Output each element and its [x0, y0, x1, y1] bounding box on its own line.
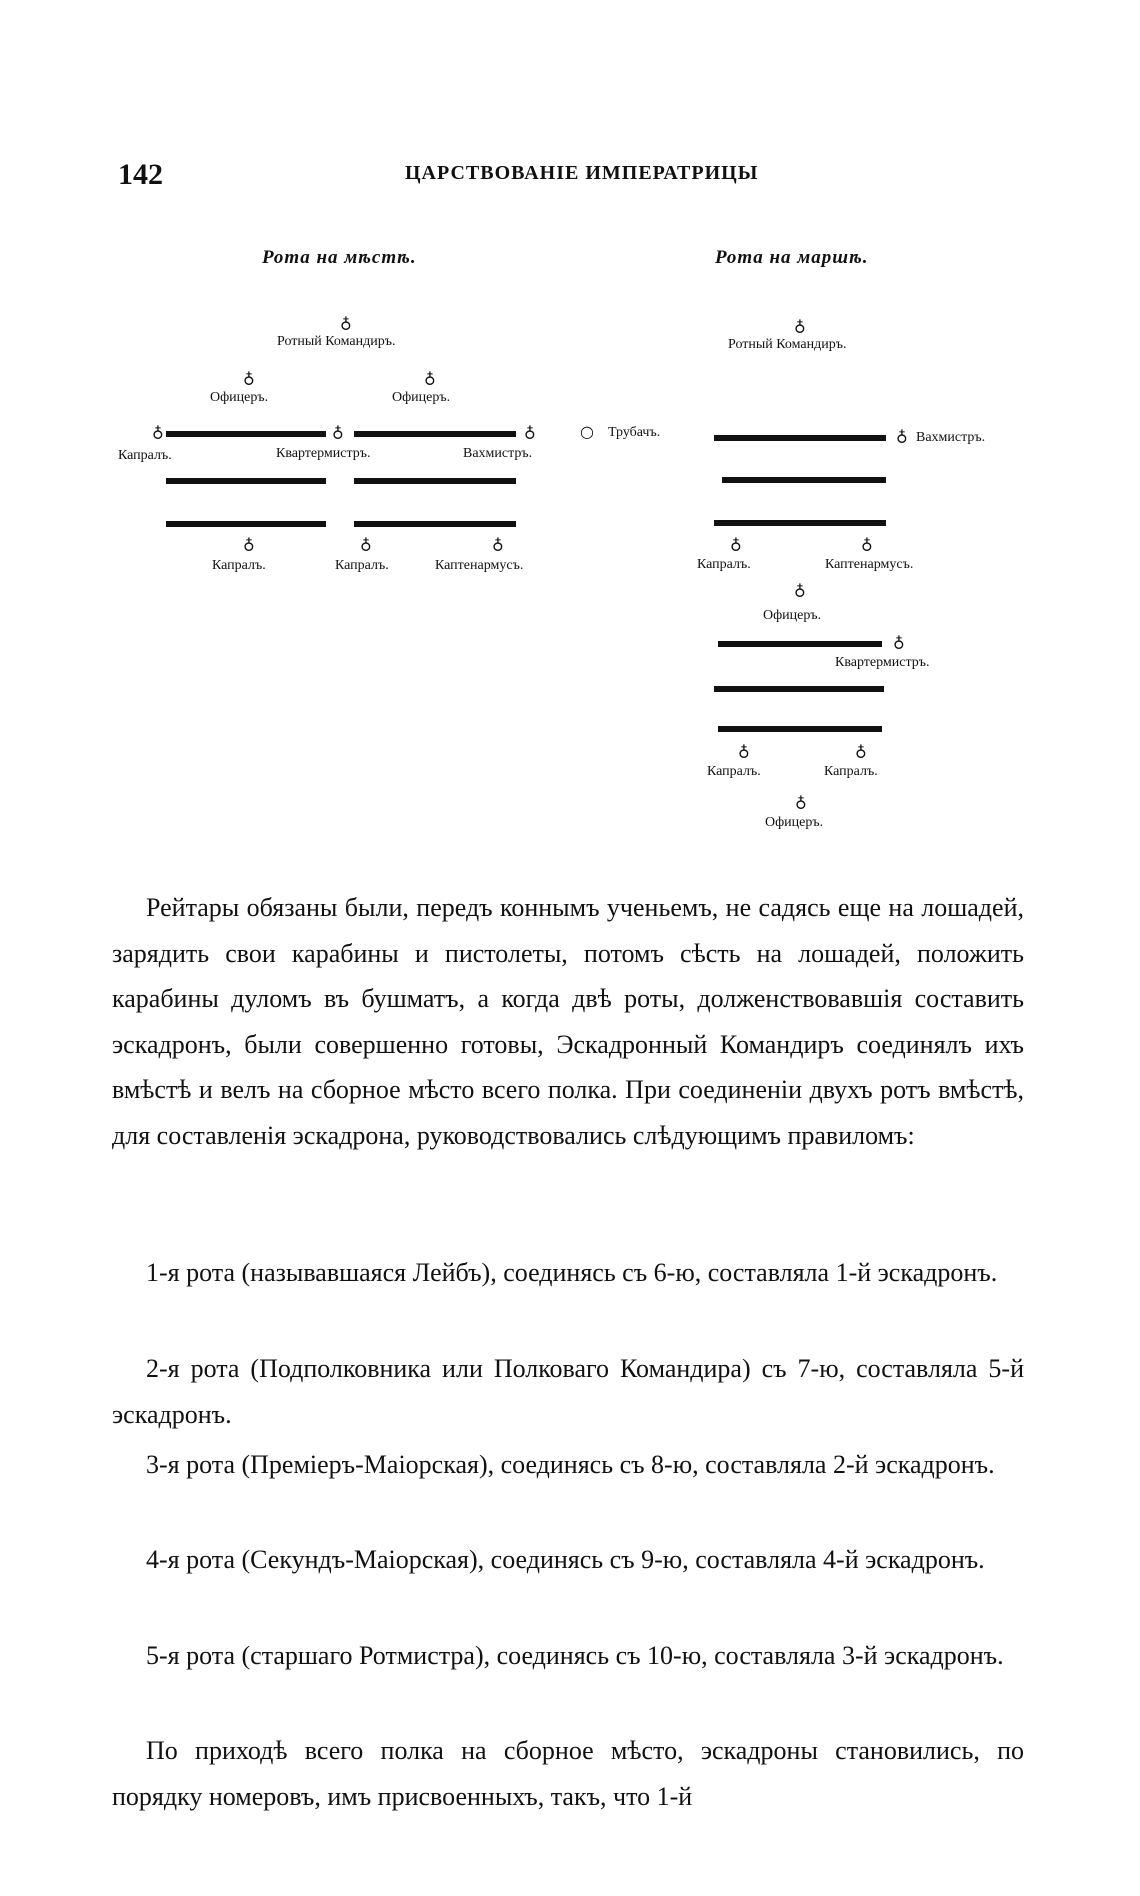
right-quartermaster-label: Квартермистръ.	[835, 655, 930, 670]
right-commander-label: Ротный Командиръ.	[728, 337, 847, 352]
officer-symbol-icon: ♁	[795, 792, 807, 811]
rule-item-4: 4-я рота (Секундъ-Маiорская), соединясь съ 9-ю, составляла 4-й эскадронъ.	[146, 1545, 985, 1574]
officer-symbol-icon: ♁	[424, 368, 436, 387]
rank-line	[166, 521, 326, 527]
rule-item-2: 2-я рота (Подполковника или Полковаго Командира) съ 7-ю, составляла 5-й эскадронъ.	[112, 1354, 1024, 1429]
rank-line	[714, 435, 886, 441]
rule-item-1: 1-я рота (называвшаяся Лейбъ), соединясь съ 6-ю, составляла 1-й эскадронъ.	[146, 1258, 998, 1287]
rank-line	[714, 686, 884, 692]
right-corporal-label-1: Капралъ.	[697, 557, 751, 572]
quartermaster-symbol-icon: ♁	[893, 632, 905, 651]
left-corporal-bottom-label-1: Капралъ.	[212, 558, 266, 573]
left-commander-label: Ротный Командиръ.	[277, 334, 396, 349]
right-captenarmus-label: Каптенармусъ.	[825, 557, 914, 572]
right-corporal-label-2: Капралъ.	[707, 764, 761, 779]
captenarmus-symbol-icon: ♁	[861, 534, 873, 553]
body-paragraph-1: Рейтары обязаны были, передъ коннымъ ученьемъ, не садясь еще на лошадей, зарядить свои карабины и пистолеты, потомъ сѣсть на лошадей, положить карабины дуломъ въ бушматъ, а когда двѣ роты, долженствовавшiя составить эскадронъ, были совершенно готовы, Эскадронный Командиръ соединялъ ихъ вмѣстѣ и велъ на сборное мѣсто всего полка. При соединенiи двухъ ротъ вмѣстѣ, для составленiя эскадрона, руководствовались слѣдующимъ правиломъ:	[112, 893, 1024, 1150]
left-wachtmeister-label: Вахмистръ.	[463, 446, 533, 461]
right-corporal-label-3: Капралъ.	[824, 764, 878, 779]
corporal-symbol-icon: ♁	[243, 534, 255, 553]
corporal-symbol-icon: ♁	[738, 741, 750, 760]
left-quartermaster-label: Квартермистръ.	[276, 446, 371, 461]
wachtmeister-symbol-icon: ♁	[524, 422, 536, 441]
commander-symbol-icon: ♁	[340, 313, 352, 332]
rank-line	[718, 641, 882, 647]
rank-line	[722, 477, 886, 483]
rank-line	[714, 520, 886, 526]
rank-line	[166, 431, 326, 437]
running-title: ЦАРСТВОВАНIЕ ИМПЕРАТРИЦЫ	[405, 162, 759, 184]
trumpeter-open-marker-icon: ○	[580, 422, 594, 441]
right-diagram-caption: Рота на маршѣ.	[715, 247, 869, 268]
corporal-symbol-icon: ♁	[855, 741, 867, 760]
corporal-symbol-icon: ♁	[152, 422, 164, 441]
officer-symbol-icon: ♁	[243, 368, 255, 387]
rank-line	[166, 478, 326, 484]
rank-line	[354, 431, 516, 437]
right-wachtmeister-label: Вахмистръ.	[916, 430, 986, 445]
left-officer-label-1: Офицеръ.	[210, 390, 269, 405]
rule-item-5: 5-я рота (старшаго Ротмистра), соединясь съ 10-ю, составляла 3-й эскадронъ.	[146, 1641, 1004, 1670]
wachtmeister-symbol-icon: ♁	[896, 426, 908, 445]
rule-item-3: 3-я рота (Премiеръ-Маiорская), соединясь съ 8-ю, составляла 2-й эскадронъ.	[146, 1450, 995, 1479]
left-corporal-bottom-label-2: Капралъ.	[335, 558, 389, 573]
officer-symbol-icon: ♁	[794, 580, 806, 599]
left-captenarmus-label: Каптенармусъ.	[435, 558, 524, 573]
rank-line	[354, 521, 516, 527]
rank-line	[718, 726, 882, 732]
captenarmus-symbol-icon: ♁	[492, 534, 504, 553]
page-number: 142	[118, 158, 163, 191]
left-corporal-label: Капралъ.	[118, 448, 172, 463]
body-paragraph-last: По приходѣ всего полка на сборное мѣсто, эскадроны становились, по порядку номеровъ, имъ присвоенныхъ, такъ, что 1-й	[112, 1736, 1024, 1811]
right-officer-label-1: Офицеръ.	[763, 608, 822, 623]
right-officer-label-2: Офицеръ.	[765, 815, 824, 830]
commander-symbol-icon: ♁	[794, 316, 806, 335]
quartermaster-symbol-icon: ♁	[332, 422, 344, 441]
rank-line	[354, 478, 516, 484]
trumpeter-label: Трубачъ.	[608, 425, 661, 440]
corporal-symbol-icon: ♁	[730, 534, 742, 553]
left-diagram-caption: Рота на мѣстѣ.	[262, 247, 417, 268]
corporal-symbol-icon: ♁	[360, 534, 372, 553]
left-officer-label-2: Офицеръ.	[392, 390, 451, 405]
